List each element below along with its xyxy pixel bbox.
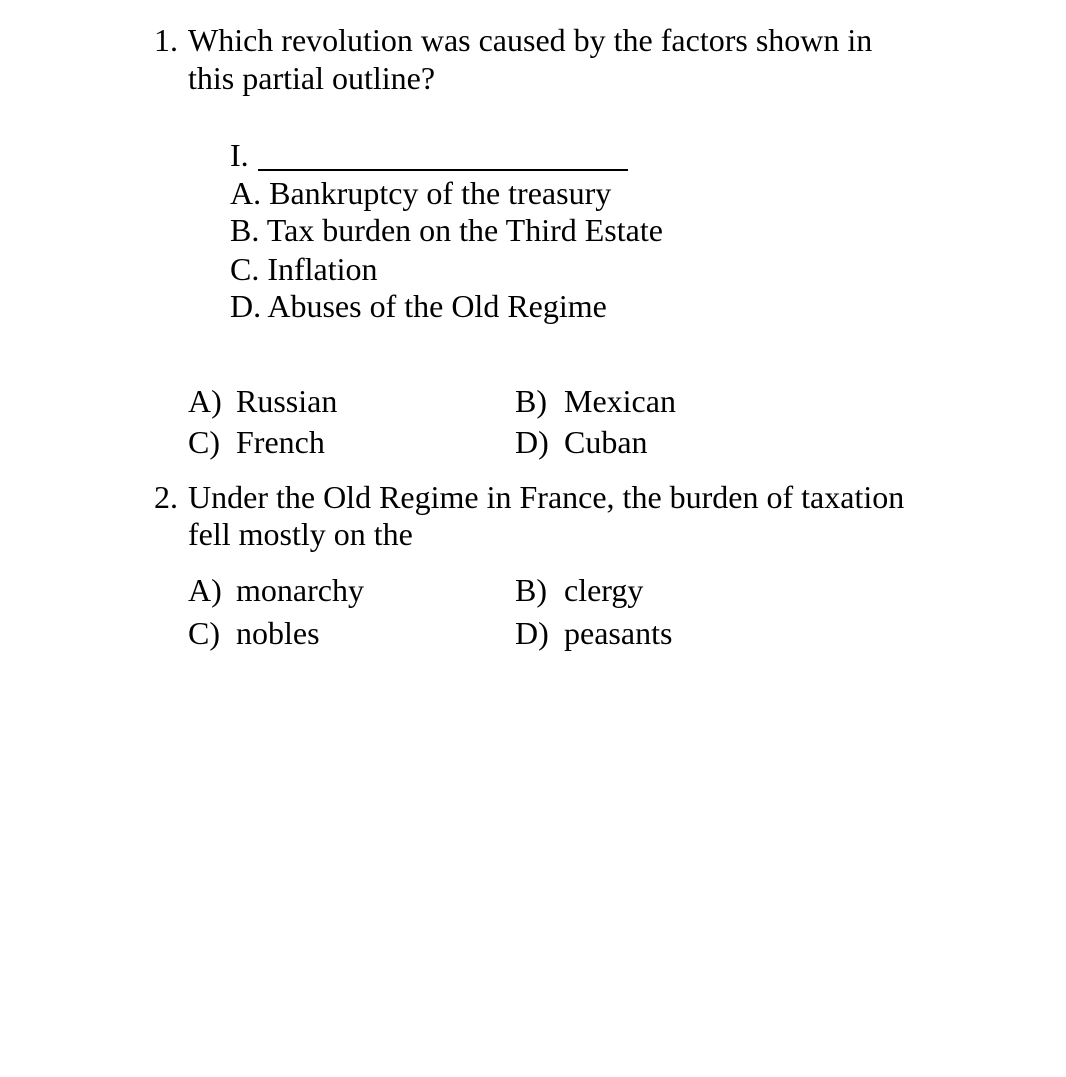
choice-letter: C) (188, 424, 220, 460)
choice-text: nobles (236, 615, 320, 651)
question-2-text-line-2: fell mostly on the (188, 516, 413, 552)
outline-heading: I. (230, 137, 249, 173)
question-2-text-line-1: Under the Old Regime in France, the burden of taxation (188, 479, 905, 515)
outline-item-c: C. Inflation (230, 251, 378, 287)
choice-text: Cuban (564, 424, 648, 460)
choice-text: Mexican (564, 383, 676, 419)
choice-letter: B) (515, 572, 547, 608)
choice-letter: D) (515, 424, 549, 460)
question-2-number: 2. (154, 479, 178, 515)
choice-text: peasants (564, 615, 673, 651)
choice-letter: C) (188, 615, 220, 651)
choice-letter: A) (188, 383, 222, 419)
choice-text: French (236, 424, 325, 460)
outline-item-a: A. Bankruptcy of the treasury (230, 175, 612, 211)
question-1-number: 1. (154, 22, 178, 58)
choice-text: clergy (564, 572, 644, 608)
choice-text: Russian (236, 383, 338, 419)
choice-letter: B) (515, 383, 547, 419)
outline-item-b: B. Tax burden on the Third Estate (230, 212, 663, 248)
outline-blank-line (258, 169, 628, 171)
question-1-text-line-1: Which revolution was caused by the factors shown in (188, 22, 873, 58)
choice-letter: D) (515, 615, 549, 651)
choice-letter: A) (188, 572, 222, 608)
question-1-text-line-2: this partial outline? (188, 60, 436, 96)
choice-text: monarchy (236, 572, 364, 608)
outline-item-d: D. Abuses of the Old Regime (230, 288, 607, 324)
